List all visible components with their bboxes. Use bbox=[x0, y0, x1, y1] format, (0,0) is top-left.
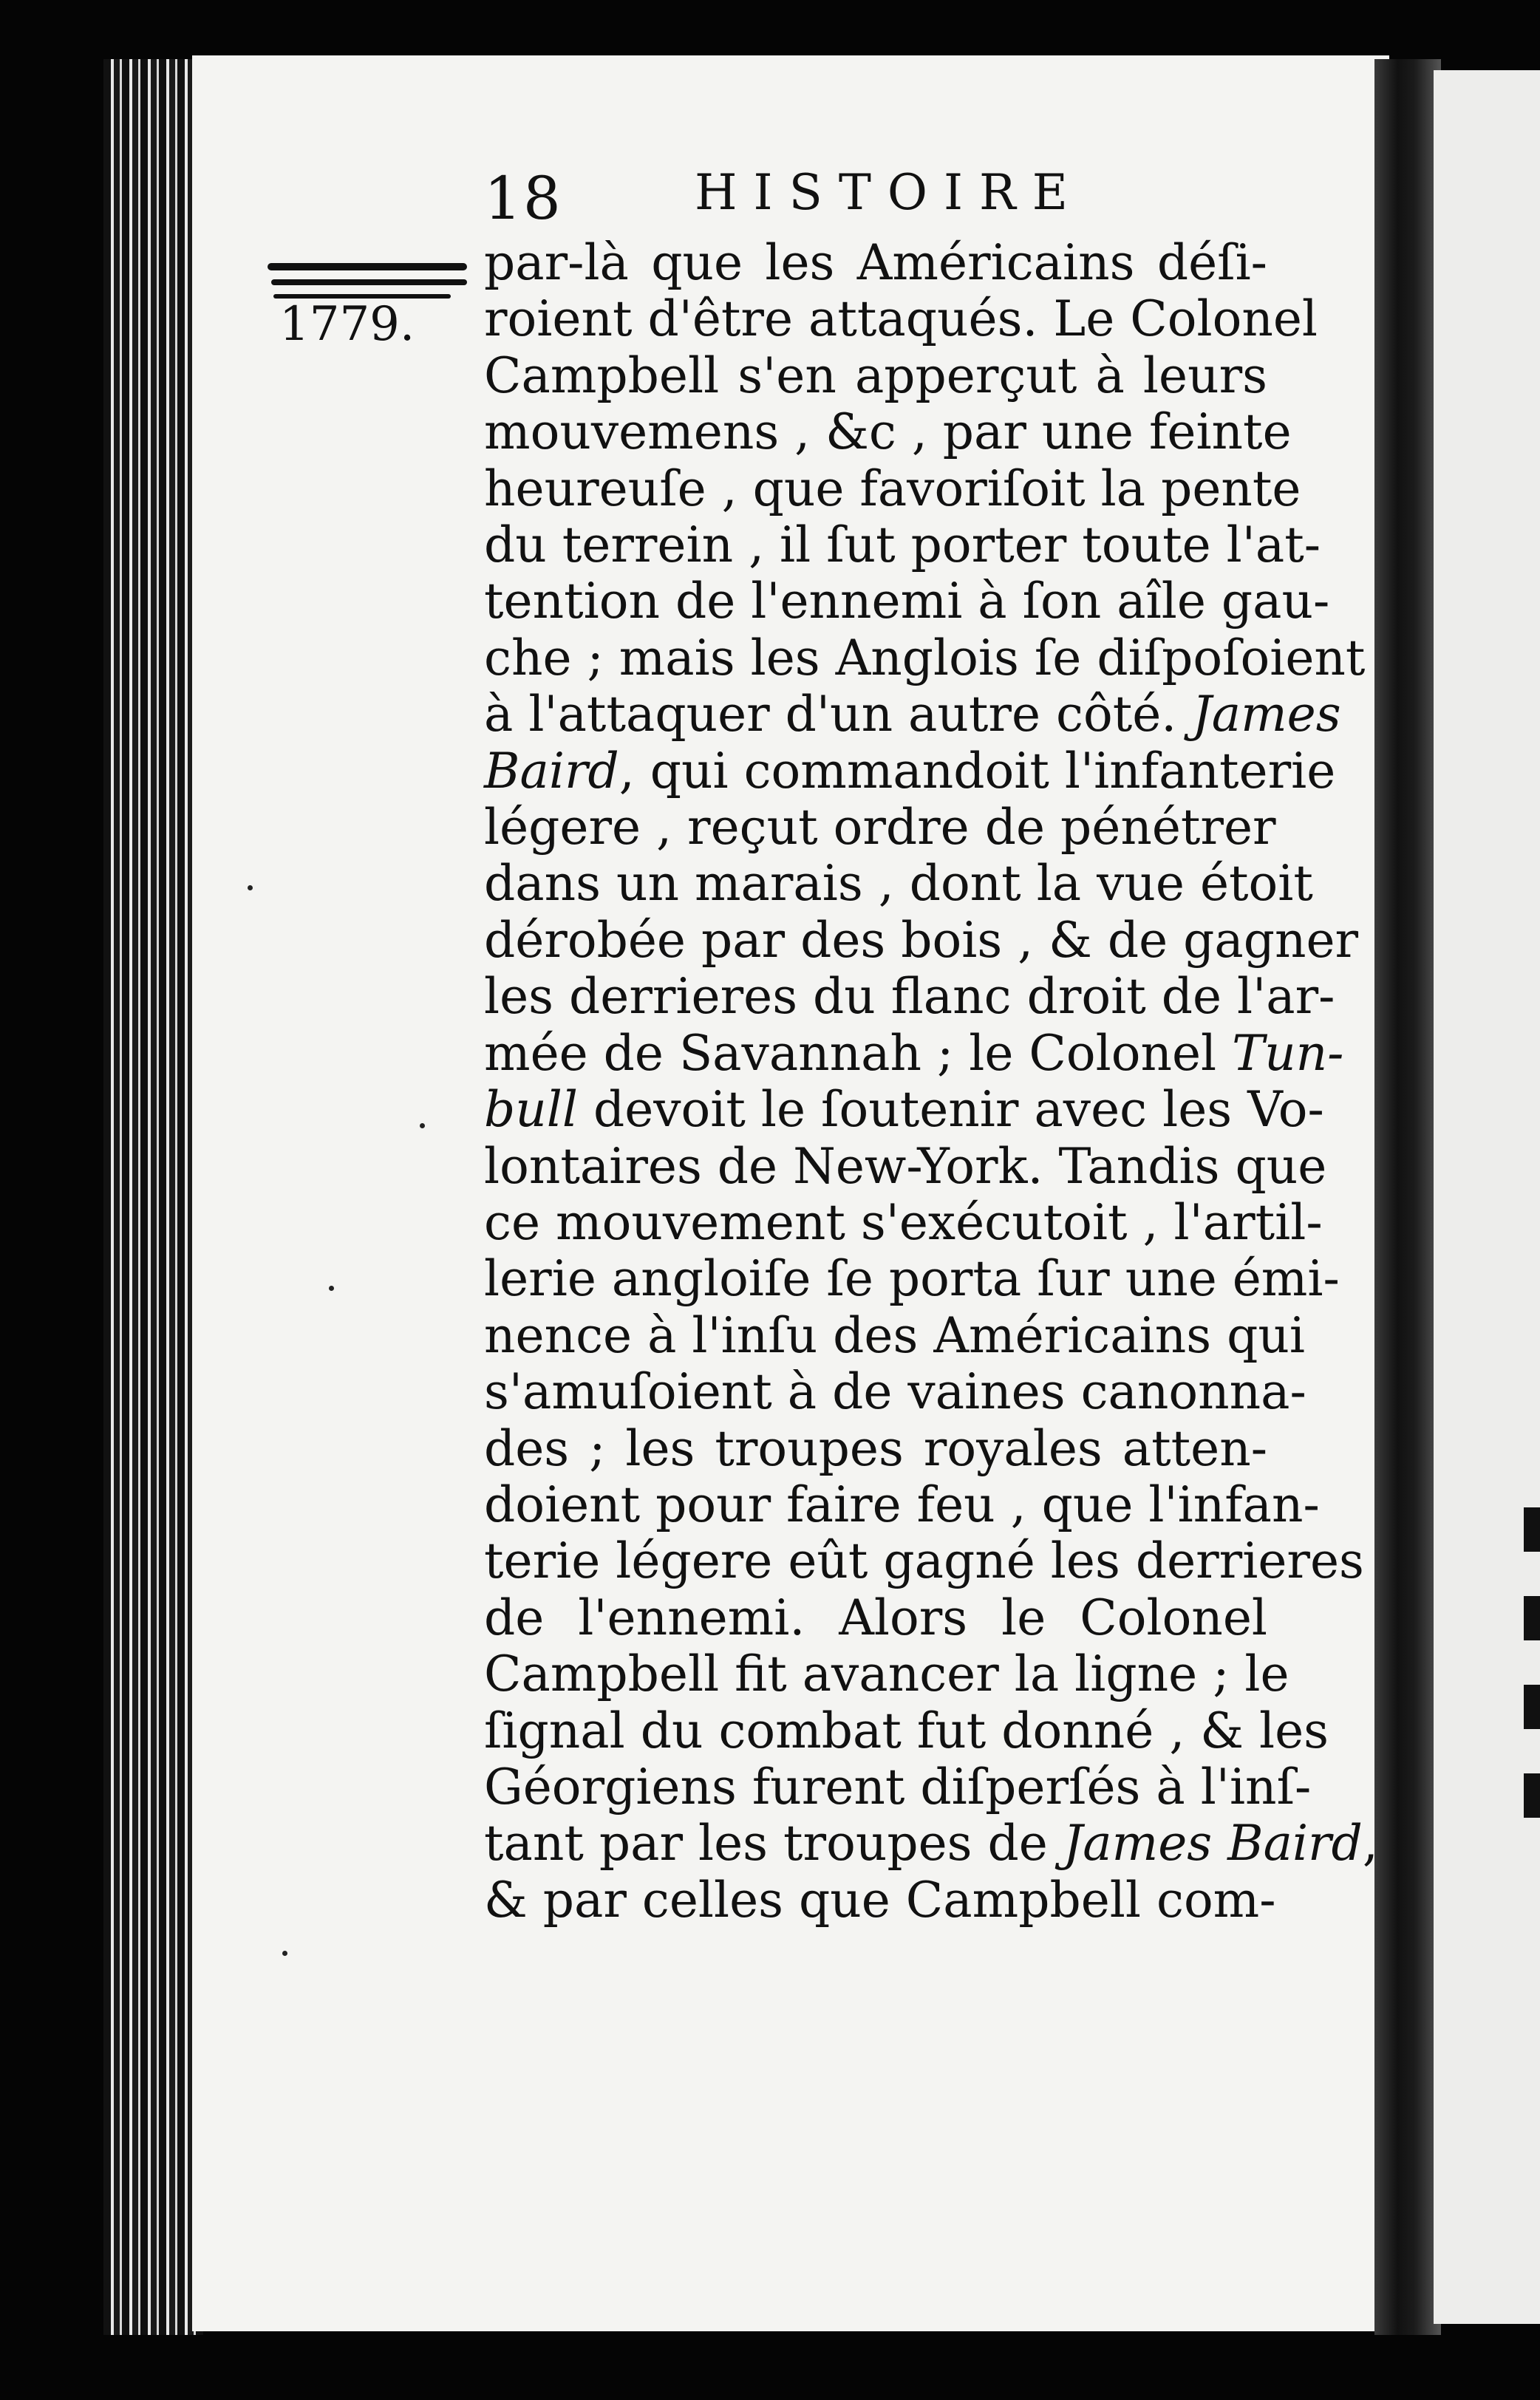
italic-name: James bbox=[1192, 686, 1341, 743]
text-segment: devoit le ſoutenir avec les Vo- bbox=[577, 1081, 1324, 1139]
text-segment: tant par les troupes de bbox=[484, 1815, 1063, 1872]
margin-year-note: 1779. bbox=[279, 297, 415, 352]
text-segment: roient d'être attaqués. Le Colonel bbox=[484, 290, 1318, 348]
text-line bbox=[484, 460, 1301, 517]
text-line bbox=[484, 1306, 1305, 1364]
text-segment: heureuſe , que favoriſoit la pente bbox=[484, 460, 1301, 517]
text-segment: tention de l'ennemi à ſon aîle gau- bbox=[484, 573, 1330, 630]
facing-page-edge bbox=[1434, 70, 1540, 2324]
text-segment: dans un marais , dont la vue étoit bbox=[484, 855, 1313, 913]
italic-name: Tun- bbox=[1232, 1024, 1344, 1082]
text-line bbox=[484, 1533, 1364, 1590]
text-line bbox=[484, 742, 1336, 800]
text-segment: Géorgiens furent diſperſés à l'inſ- bbox=[484, 1758, 1312, 1816]
text-line bbox=[484, 1024, 1344, 1082]
text-segment: Campbell s'en apperçut à leurs bbox=[484, 347, 1267, 404]
text-line bbox=[484, 629, 1366, 686]
text-line bbox=[484, 1137, 1327, 1195]
text-segment: Campbell fit avancer la ligne ; le bbox=[484, 1646, 1289, 1703]
text-line bbox=[484, 1081, 1324, 1139]
text-line bbox=[484, 1702, 1329, 1759]
text-segment: les derrieres du flanc droit de l'ar- bbox=[484, 968, 1335, 1026]
italic-name: Baird bbox=[484, 742, 619, 800]
text-line bbox=[484, 1421, 1267, 1477]
text-segment: terie légere eût gagné les derrieres bbox=[484, 1533, 1364, 1590]
text-line bbox=[484, 1193, 1323, 1251]
text-segment: s'amuſoient à de vaines canonna- bbox=[484, 1363, 1306, 1421]
body-text bbox=[484, 234, 1378, 1929]
text-line bbox=[484, 1871, 1276, 1929]
text-line bbox=[484, 1476, 1320, 1533]
margin-rule bbox=[271, 279, 467, 285]
text-line bbox=[484, 686, 1341, 743]
text-line bbox=[484, 911, 1359, 969]
facing-page-ink-marks bbox=[1524, 1507, 1540, 1921]
book-page-edges bbox=[103, 59, 203, 2335]
text-segment: mouvemens , &c , par une feinte bbox=[484, 403, 1292, 461]
text-segment: ce mouvement s'exécutoit , l'artil- bbox=[484, 1193, 1323, 1251]
text-segment: lontaires de New-York. Tandis que bbox=[484, 1137, 1327, 1195]
text-segment: ſignal du combat fut donné , & les bbox=[484, 1702, 1329, 1759]
text-segment: doient pour faire feu , que l'infan- bbox=[484, 1476, 1320, 1533]
text-segment: à l'attaquer d'un autre côté. bbox=[484, 686, 1193, 743]
text-line bbox=[484, 517, 1321, 574]
book-gutter bbox=[1374, 59, 1441, 2335]
text-line bbox=[484, 968, 1335, 1026]
text-segment: légere , reçut ordre de pénétrer bbox=[484, 799, 1276, 856]
text-line bbox=[484, 855, 1313, 913]
text-segment: , bbox=[1362, 1815, 1378, 1872]
text-line bbox=[484, 290, 1318, 348]
text-line bbox=[484, 1758, 1312, 1816]
running-head: HISTOIRE bbox=[695, 164, 1084, 221]
text-segment: dérobée par des bois , & de gagner bbox=[484, 911, 1359, 969]
text-line bbox=[484, 348, 1267, 404]
text-line bbox=[484, 1815, 1378, 1872]
text-segment: che ; mais les Anglois ſe diſpoſoient bbox=[484, 629, 1366, 686]
text-segment: lerie angloiſe ſe porta ſur une émi- bbox=[484, 1250, 1340, 1308]
text-line bbox=[484, 1590, 1267, 1646]
text-line bbox=[484, 1646, 1289, 1703]
italic-name: James Baird bbox=[1063, 1815, 1363, 1872]
italic-name: bull bbox=[484, 1081, 578, 1139]
page-number: 18 bbox=[484, 164, 562, 233]
text-segment: de l'ennemi. Alors le Colonel bbox=[484, 1589, 1267, 1646]
text-segment: nence à l'inſu des Américains qui bbox=[484, 1306, 1305, 1364]
text-line bbox=[484, 1250, 1340, 1308]
text-segment: , qui commandoit l'infanterie bbox=[619, 742, 1336, 800]
text-line bbox=[484, 1363, 1306, 1421]
text-line bbox=[484, 799, 1276, 856]
text-segment: mée de Savannah ; le Colonel bbox=[484, 1024, 1233, 1082]
text-line bbox=[484, 235, 1267, 291]
text-segment: & par celles que Campbell com- bbox=[484, 1871, 1276, 1929]
text-line bbox=[484, 403, 1292, 461]
text-line bbox=[484, 573, 1330, 630]
margin-rule bbox=[268, 263, 467, 270]
text-segment: du terrein , il ſut porter toute l'at- bbox=[484, 517, 1321, 574]
text-segment: par-là que les Américains déſi- bbox=[484, 234, 1267, 291]
text-segment: des ; les troupes royales atten- bbox=[484, 1419, 1267, 1477]
